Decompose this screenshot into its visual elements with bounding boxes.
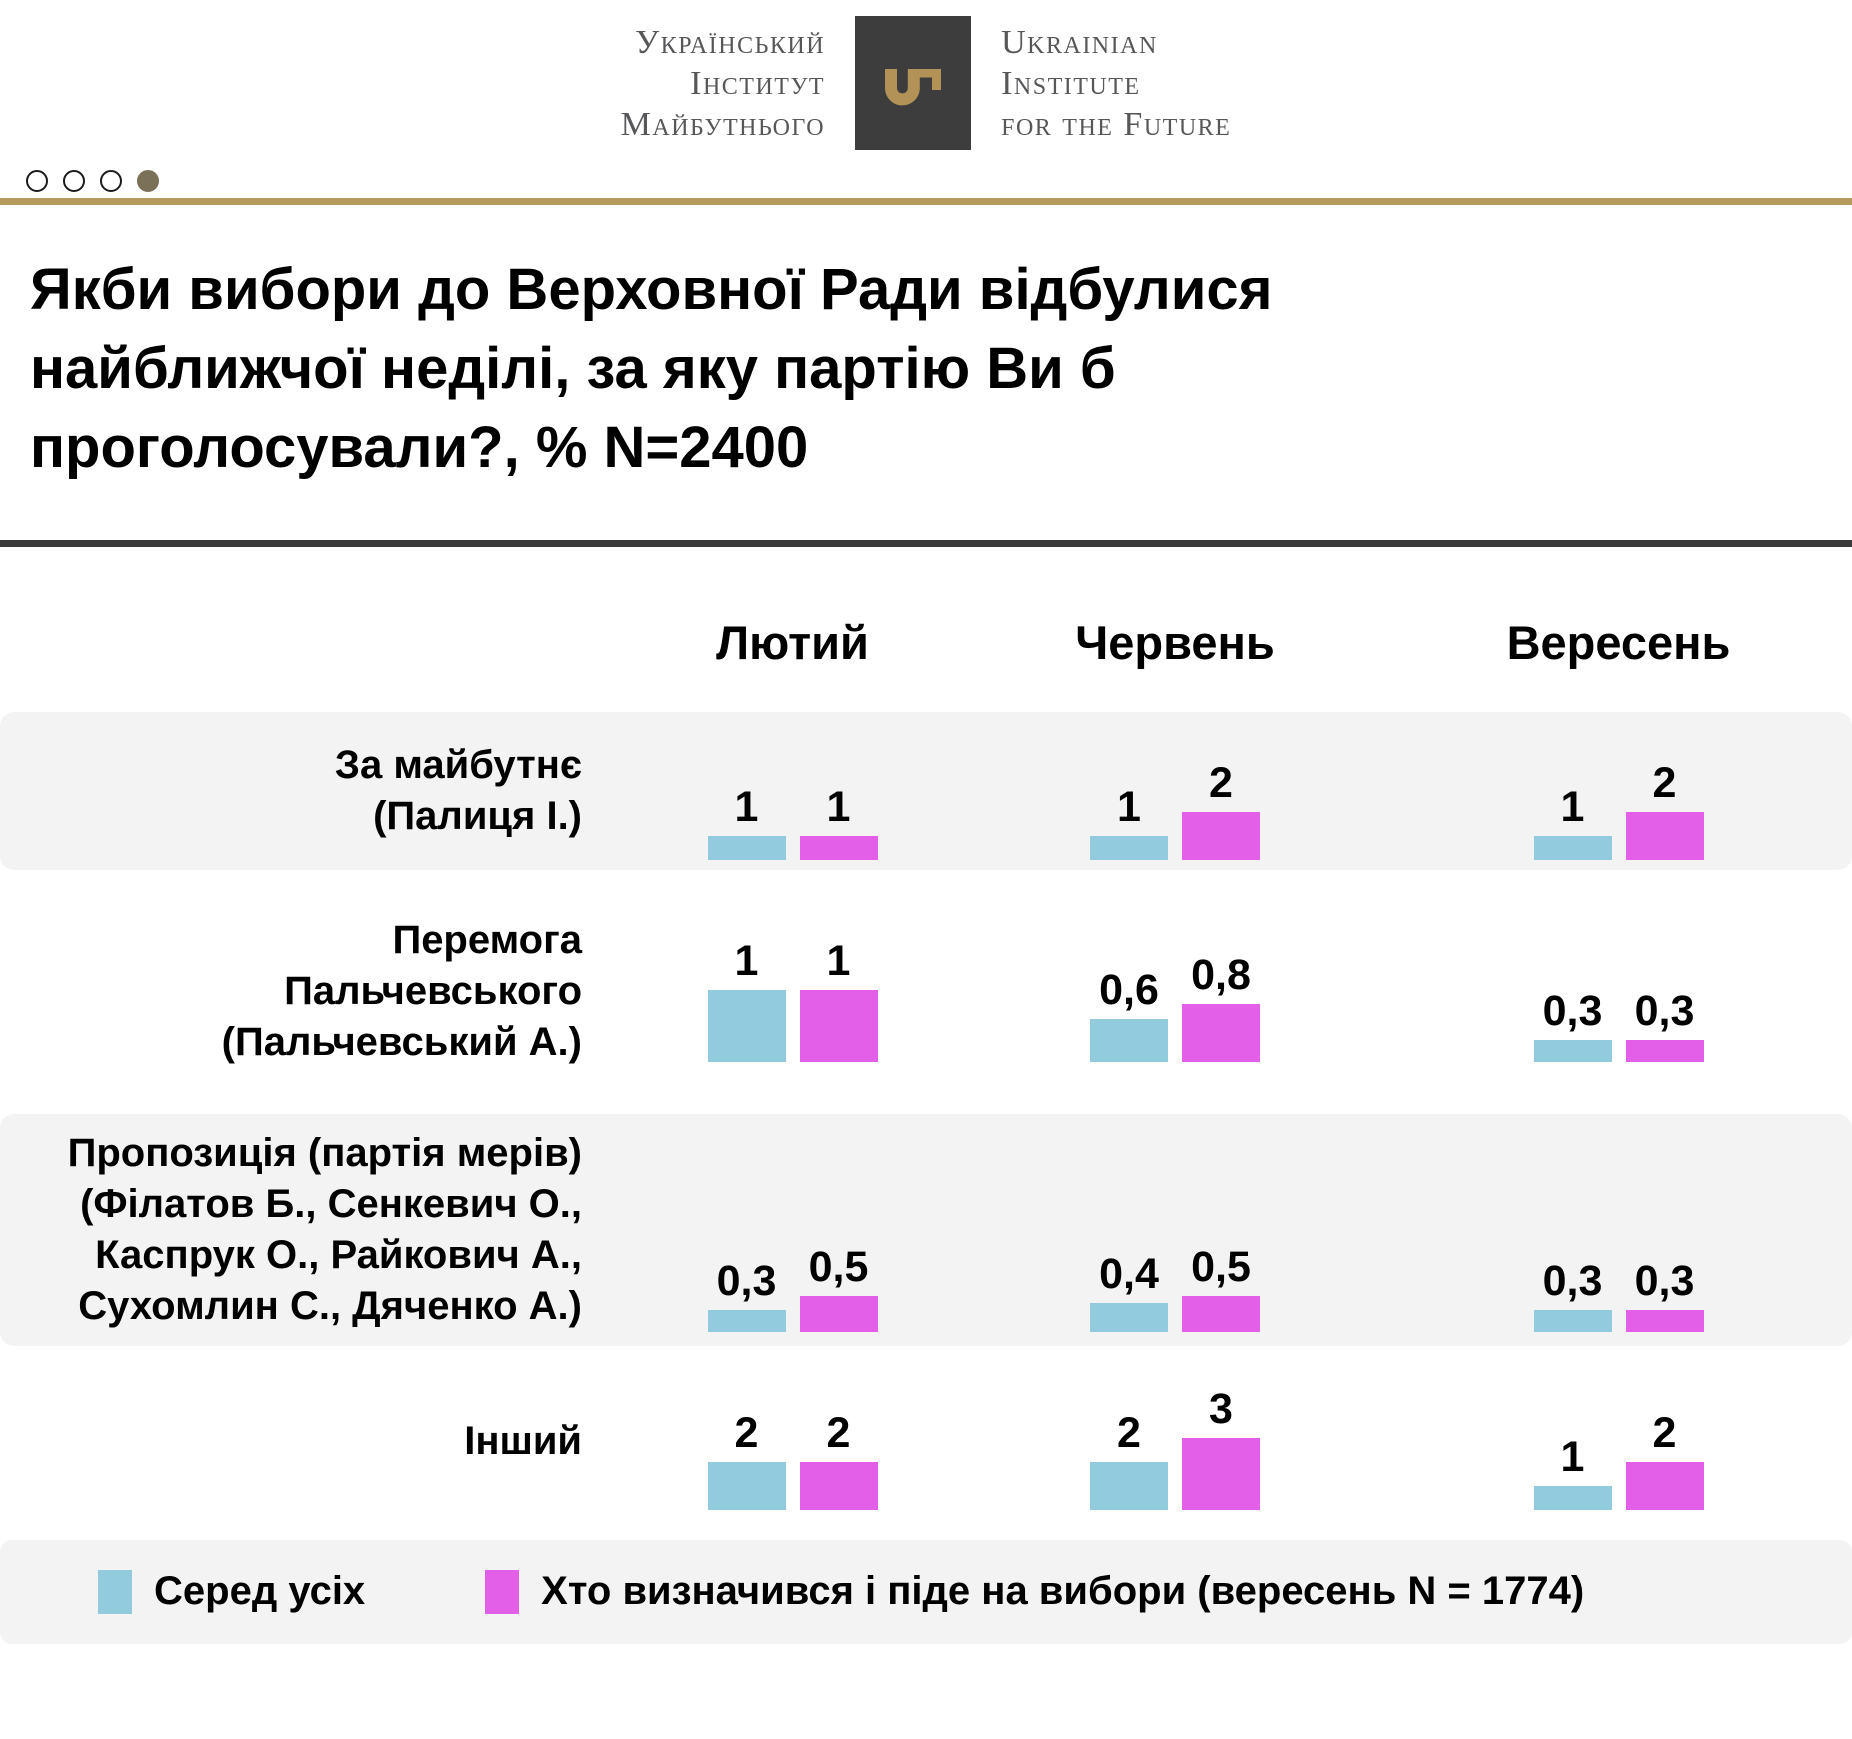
row-label-line: Пропозиція (партія мерів) [67, 1130, 582, 1175]
bar-decided-voters [800, 1296, 878, 1332]
row-label-line: За майбутнє [334, 742, 582, 787]
bar-pair [1534, 758, 1704, 860]
bar-value-label: 1 [734, 782, 759, 831]
bar-decided-voters [1626, 812, 1704, 860]
bar-pair [1090, 1384, 1260, 1510]
bar-value-label: 1 [1117, 782, 1141, 831]
bar-with-value [1182, 1384, 1260, 1510]
logo-line: Ukrainian [1001, 23, 1158, 61]
logo-line: Український [635, 23, 826, 61]
bar-group-cell [620, 1346, 965, 1538]
bar-value-label: 0,5 [1191, 1242, 1251, 1291]
bar-decided-voters [1626, 1310, 1704, 1332]
bar-group-cell [620, 712, 965, 870]
carousel-dot[interactable] [26, 170, 48, 192]
bar-with-value [1090, 782, 1168, 860]
legend-swatch-magenta [485, 1570, 519, 1614]
bar-all-voters [1534, 836, 1612, 860]
bar-all-voters [1090, 1303, 1168, 1332]
bar-group-cell [620, 870, 965, 1114]
bar-with-value [708, 782, 786, 860]
bar-with-value [1090, 965, 1168, 1062]
bar-value-label: 3 [1209, 1384, 1233, 1433]
bar-value-label: 0,4 [1099, 1249, 1159, 1298]
row-label [0, 712, 620, 870]
bar-decided-voters [1182, 1004, 1260, 1062]
bar-with-value [708, 936, 786, 1062]
chart-row [0, 870, 1852, 1114]
bar-group-cell [965, 1346, 1385, 1538]
row-label-line: Інший [464, 1419, 582, 1464]
bar-value-label: 0,8 [1191, 950, 1251, 999]
bar-pair [708, 782, 878, 860]
bar-decided-voters [1626, 1462, 1704, 1510]
bar-with-value [1626, 1256, 1704, 1332]
bar-with-value [1534, 1256, 1612, 1332]
legend-item-decided [485, 1569, 1584, 1614]
bar-value-label: 0,3 [716, 1256, 777, 1305]
legend-item-all [98, 1569, 365, 1614]
row-label-line: (Пальчевський А.) [221, 1020, 582, 1065]
bar-value-label: 2 [1652, 758, 1677, 807]
page-title-line: проголосували?, % N=2400 [30, 414, 809, 480]
bar-decided-voters [800, 836, 878, 860]
bar-pair [1534, 1256, 1704, 1332]
bar-group-cell [965, 712, 1385, 870]
bar-all-voters [1534, 1040, 1612, 1062]
carousel-dots [26, 170, 159, 192]
bar-pair [708, 1408, 878, 1510]
bar-value-label: 1 [826, 782, 851, 831]
chart-row [0, 1346, 1852, 1538]
bar-with-value [1534, 986, 1612, 1062]
bar-pair [708, 1242, 878, 1332]
row-label-line: Сухомлин С., Дяченко А.) [78, 1283, 582, 1328]
institute-logo [0, 0, 1852, 150]
bar-all-voters [708, 990, 786, 1062]
bar-pair [1090, 950, 1260, 1062]
logo-square [855, 16, 971, 150]
bar-value-label: 2 [1209, 758, 1233, 807]
logo-line: Майбутнього [620, 105, 826, 143]
column-header-september: Вересень [1506, 615, 1731, 669]
bar-with-value [800, 936, 878, 1062]
logo-line: Institute [1001, 64, 1141, 102]
bar-with-value [800, 782, 878, 860]
bar-all-voters [708, 1310, 786, 1332]
label-column-spacer [0, 615, 620, 670]
bar-with-value [1534, 1432, 1612, 1510]
bar-with-value [1182, 758, 1260, 860]
row-label-line: (Філатов Б., Сенкевич О., [80, 1181, 582, 1226]
row-label [0, 870, 620, 1114]
bar-value-label: 0,3 [1542, 1256, 1603, 1305]
row-label-line: Перемога [392, 918, 582, 963]
bar-pair [1090, 758, 1260, 860]
bar-with-value [1626, 1408, 1704, 1510]
bar-group-cell [620, 1114, 965, 1346]
bar-value-label: 2 [826, 1408, 851, 1457]
bar-value-label: 2 [1117, 1408, 1141, 1457]
logo-line: for the Future [1001, 105, 1232, 143]
bar-pair [1534, 986, 1704, 1062]
bar-pair [1534, 1408, 1704, 1510]
bar-group-cell [1385, 1114, 1852, 1346]
logo-line: Інститут [690, 64, 826, 102]
bar-decided-voters [1626, 1040, 1704, 1062]
key-icon [877, 39, 949, 128]
legend-label: Хто визначився і піде на вибори (вересень N = 1774) [541, 1569, 1585, 1614]
bar-decided-voters [800, 990, 878, 1062]
bar-all-voters [1090, 1462, 1168, 1510]
bar-with-value [800, 1408, 878, 1510]
bar-all-voters [1534, 1486, 1612, 1510]
bar-all-voters [1090, 836, 1168, 860]
bar-group-cell [965, 870, 1385, 1114]
column-header-june: Червень [1075, 615, 1275, 669]
row-label [0, 1346, 620, 1538]
bar-value-label: 2 [734, 1408, 759, 1457]
bar-decided-voters [800, 1462, 878, 1510]
chart-body [0, 712, 1852, 1538]
legend-label: Серед усіх [154, 1569, 366, 1614]
title-divider [0, 540, 1852, 547]
chart-row [0, 712, 1852, 870]
bar-all-voters [708, 1462, 786, 1510]
chart-legend [0, 1540, 1852, 1644]
bar-with-value [1182, 1242, 1260, 1332]
bar-pair [1090, 1242, 1260, 1332]
bar-value-label: 0,3 [1634, 1256, 1695, 1305]
title-block [0, 205, 1852, 540]
bar-value-label: 0,3 [1542, 986, 1603, 1035]
legend-swatch-blue [98, 1570, 132, 1614]
carousel-dot[interactable] [63, 170, 85, 192]
page-title-line: найближчої неділі, за яку партію Ви б [30, 335, 1116, 401]
bar-with-value [1182, 950, 1260, 1062]
page-title-line: Якби вибори до Верховної Ради відбулися [30, 257, 1273, 322]
bar-value-label: 0,3 [1634, 986, 1695, 1035]
bar-all-voters [1534, 1310, 1612, 1332]
bar-value-label: 0,5 [808, 1242, 869, 1291]
bar-with-value [1534, 782, 1612, 860]
row-label-line: Каспрук О., Райкович А., [95, 1232, 582, 1277]
row-label-line: Пальчевського [284, 969, 582, 1014]
bar-value-label: 1 [1560, 1432, 1585, 1481]
bar-decided-voters [1182, 1438, 1260, 1510]
bar-with-value [1626, 986, 1704, 1062]
bar-group-cell [1385, 1346, 1852, 1538]
row-label-line: (Палиця І.) [373, 793, 582, 838]
header [0, 0, 1852, 198]
bar-all-voters [708, 836, 786, 860]
bar-with-value [708, 1408, 786, 1510]
bar-group-cell [965, 1114, 1385, 1346]
logo-text-english [1001, 22, 1231, 145]
bar-value-label: 0,6 [1099, 965, 1159, 1014]
carousel-dot-active[interactable] [137, 170, 159, 192]
bar-pair [708, 936, 878, 1062]
bar-value-label: 1 [1560, 782, 1585, 831]
bar-with-value [800, 1242, 878, 1332]
chart-row [0, 1114, 1852, 1346]
chart-column-headers [0, 547, 1852, 712]
gold-divider [0, 198, 1852, 205]
column-header-february: Лютий [716, 615, 869, 669]
bar-with-value [1090, 1249, 1168, 1332]
bar-all-voters [1090, 1019, 1168, 1062]
logo-text-ukrainian [621, 22, 825, 145]
bar-value-label: 1 [826, 936, 851, 985]
bar-group-cell [1385, 712, 1852, 870]
bar-with-value [708, 1256, 786, 1332]
bar-decided-voters [1182, 1296, 1260, 1332]
bar-value-label: 1 [734, 936, 759, 985]
carousel-dot[interactable] [100, 170, 122, 192]
row-label [0, 1114, 620, 1346]
bar-value-label: 2 [1652, 1408, 1677, 1457]
bar-decided-voters [1182, 812, 1260, 860]
bar-with-value [1090, 1408, 1168, 1510]
bar-group-cell [1385, 870, 1852, 1114]
bar-with-value [1626, 758, 1704, 860]
